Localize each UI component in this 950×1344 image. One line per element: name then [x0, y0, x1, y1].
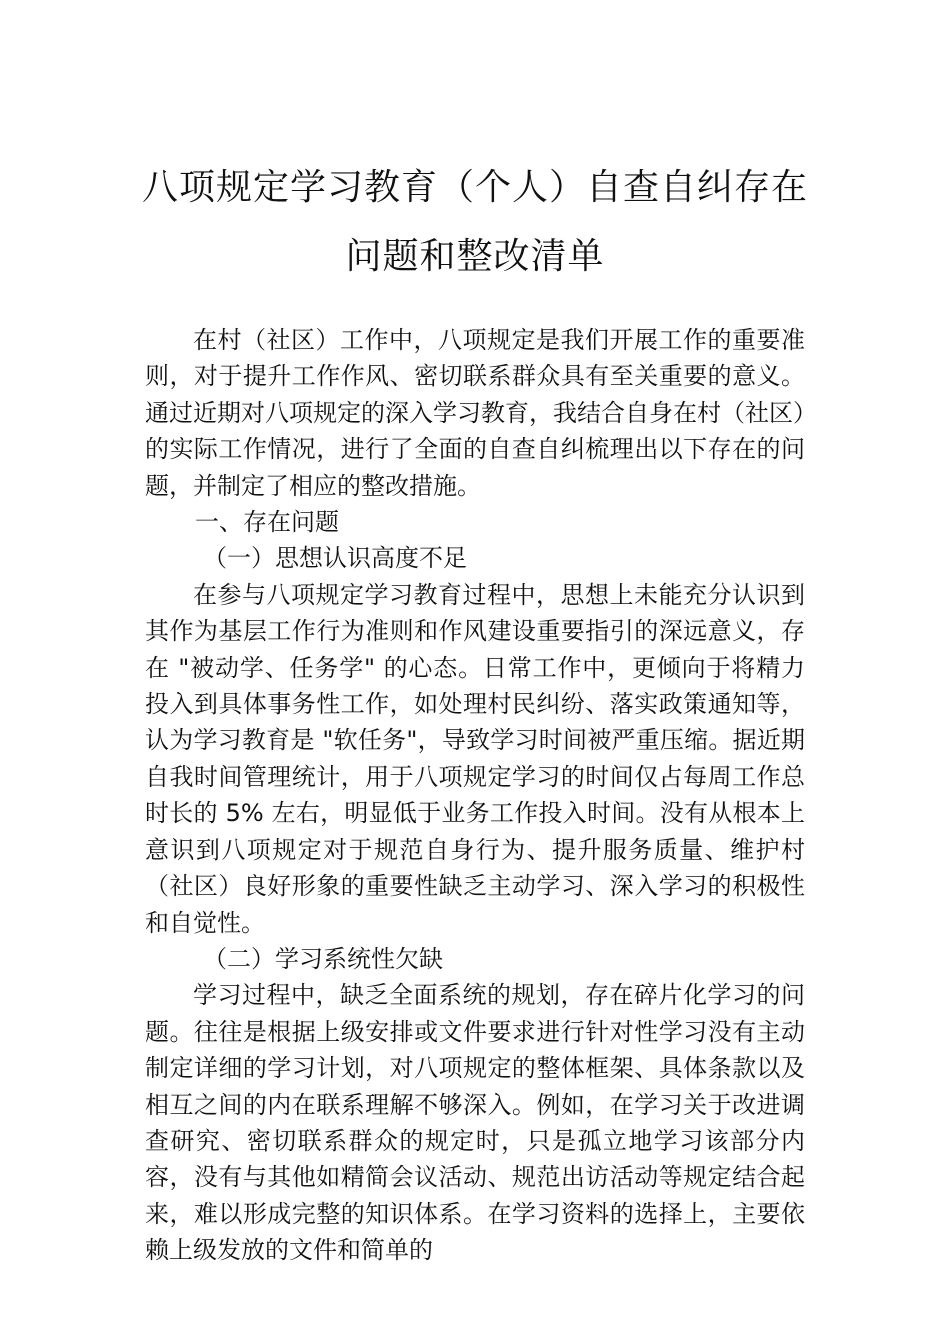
- section-1-heading: 一、存在问题: [195, 508, 339, 537]
- subsection-1-heading: （一）思想认识高度不足: [203, 544, 467, 573]
- intro-paragraph: 在村（社区）工作中，八项规定是我们开展工作的重要准则，对于提升工作作风、密切联系群众具有至关重要的意义。通过近期对八项规定的深入学习教育，我结合自身在村（社区）的实际工作情况，进行了全面的自查自纠梳理出以下存在的问题，并制定了相应的整改措施。: [145, 326, 805, 500]
- subsection-2-paragraph: 学习过程中，缺乏全面系统的规划，存在碎片化学习的问题。往往是根据上级安排或文件要求进行针对性学习没有主动制定详细的学习计划，对八项规定的整体框架、具体条款以及相互之间的内在联系理解不够深入。例如，在学习关于改进调查研究、密切联系群众的规定时，只是孤立地学习该部分内容，没有与其他如精简会议活动、规范出访活动等规定结合起来，难以形成完整的知识体系。在学习资料的选择上，主要依赖上级发放的文件和简单的: [145, 981, 805, 1265]
- document-body: [145, 322, 805, 1269]
- subsection-2-heading: （二）学习系统性欠缺: [203, 944, 443, 973]
- subsection-1-paragraph: 在参与八项规定学习教育过程中，思想上未能充分认识到其作为基层工作行为准则和作风建设重要指引的深远意义，存在 "被动学、任务学" 的心态。日常工作中，更倾向于将精力投入到具体事务性工作，如处理村民纠纷、落实政策通知等，认为学习教育是 "软任务"，导致学习时间被严重压缩。据近期自我时间管理统计，用于八项规定学习的时间仅占每周工作总时长的 5% 左右，明显低于业务工作投入时间。没有从根本上意识到八项规定对于规范自身行为、提升服务质量、维护村（社区）良好形象的重要性缺乏主动学习、深入学习的积极性和自觉性。: [145, 580, 805, 937]
- document-title-line-1: 八项规定学习教育（个人）自查自纠存在: [141, 167, 808, 208]
- document-title-line-2: 问题和整改清单: [345, 236, 605, 277]
